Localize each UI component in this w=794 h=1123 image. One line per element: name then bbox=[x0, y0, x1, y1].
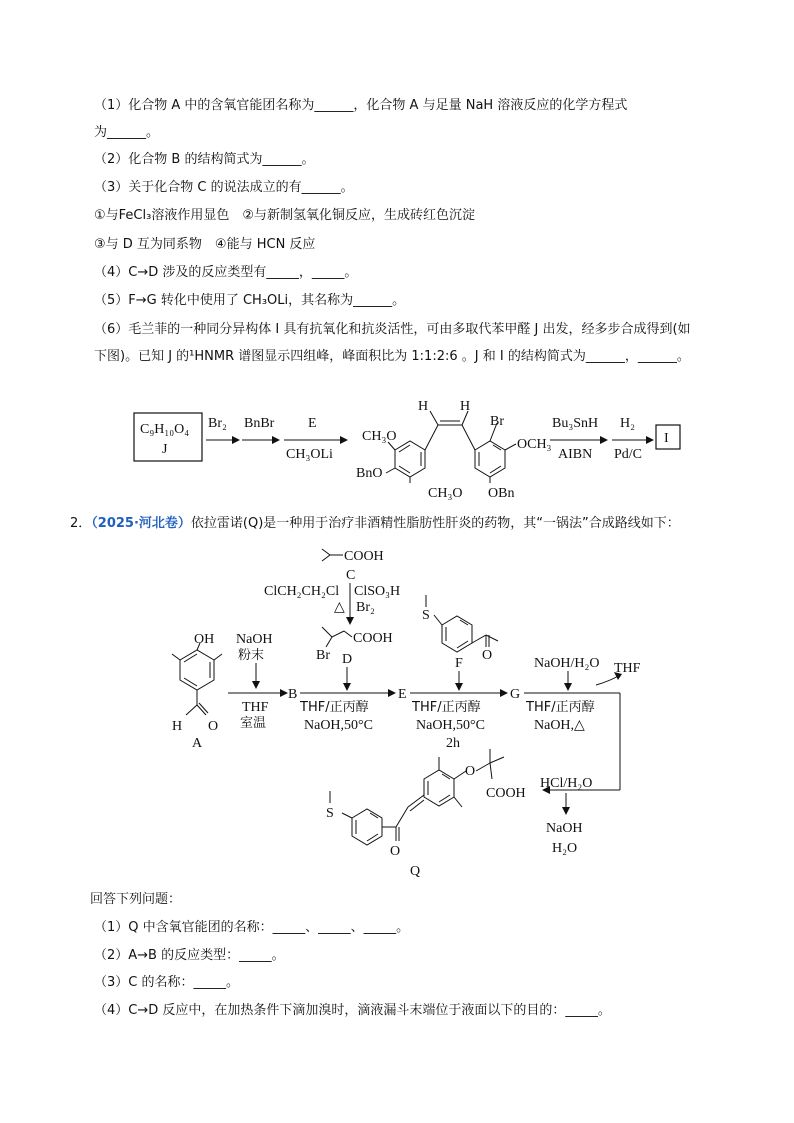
q1-line-5: ①与FeCl₃溶液作用显色 ②与新制氢氧化铜反应，生成砖红色沉淀 bbox=[94, 208, 475, 223]
delta-c-to-d: △ bbox=[334, 600, 345, 615]
compound-f-o: O bbox=[482, 648, 493, 663]
cond-2h: 2h bbox=[446, 736, 460, 751]
q1-line-4: （3）关于化合物 C 的说法成立的有______。 bbox=[94, 180, 354, 195]
cond-thf-1: THF bbox=[242, 700, 269, 715]
reagent-pdc: Pd/C bbox=[614, 447, 643, 462]
compound-e-label: E bbox=[398, 687, 407, 702]
reagent-clso3h: ClSO₃H bbox=[354, 584, 401, 599]
compound-b-label: B bbox=[288, 687, 298, 702]
compound-a-oh: OH bbox=[194, 632, 215, 647]
cond-thf-propanol-2: THF/正丙醇 bbox=[412, 700, 481, 715]
q1-line-3: （2）化合物 B 的结构简式为______。 bbox=[94, 152, 315, 167]
compound-d-br: Br bbox=[316, 648, 330, 663]
q2-prompt: 回答下列问题： bbox=[90, 892, 182, 907]
compound-f-label: F bbox=[455, 656, 463, 671]
reagent-h2o-q: H₂O bbox=[552, 841, 578, 856]
reagent-bu3snh: Bu₃SnH bbox=[552, 416, 599, 431]
sub-och3: OCH₃ bbox=[517, 437, 552, 452]
compound-a-h: H bbox=[172, 719, 183, 734]
compound-c-cooh: COOH bbox=[344, 549, 384, 564]
stilbene-h-right: H bbox=[460, 399, 471, 414]
thf-removed: THF bbox=[614, 661, 641, 676]
compound-j-label: J bbox=[162, 442, 168, 457]
q2-source-tag: （2025·河北卷） bbox=[91, 516, 191, 531]
reagent-naoh-a: NaOH bbox=[236, 632, 273, 647]
cond-naoh-heat: NaOH,△ bbox=[534, 718, 585, 733]
compound-c-label: C bbox=[346, 568, 356, 583]
cond-room-temp: 室温 bbox=[240, 716, 267, 731]
q1-line-8: （5）F→G 转化中使用了 CH₃OLi，其名称为______。 bbox=[94, 293, 406, 308]
reagent-bnbr: BnBr bbox=[244, 416, 275, 431]
compound-q-s: S bbox=[326, 806, 334, 821]
q2-line-2: （2）A→B 的反应类型：_____。 bbox=[94, 948, 285, 963]
q1-line-2: 为______。 bbox=[94, 125, 160, 140]
cond-thf-propanol-3: THF/正丙醇 bbox=[526, 700, 595, 715]
q1-line-7: （4）C→D 涉及的反应类型有_____，_____。 bbox=[94, 265, 358, 280]
compound-i-label: I bbox=[664, 431, 669, 446]
compound-j-box bbox=[134, 413, 202, 461]
q1-line-10: 下图)。已知 J 的¹HNMR 谱图显示四组峰，峰面积比为 1:1:2:6 。J 和 I 的结构简式为______，______。 bbox=[94, 349, 690, 364]
reagent-hcl-h2o: HCl/H₂O bbox=[540, 776, 593, 791]
solvent-dce: ClCH₂CH₂Cl bbox=[264, 584, 340, 599]
q1-line-9: （6）毛兰菲的一种同分异构体 I 具有抗氧化和抗炎活性，可由多取代苯甲醛 J 出发，经多步合成得到(如 bbox=[94, 322, 691, 337]
q2-stem: 依拉雷诺(Q)是一种用于治疗非酒精性脂肪性肝炎的药物，其“一锅法”合成路线如下： bbox=[190, 516, 680, 531]
reagent-naoh-h2o: NaOH/H₂O bbox=[534, 656, 600, 671]
cond-naoh-50-1: NaOH,50°C bbox=[304, 718, 373, 733]
q2-synthesis-scheme bbox=[0, 535, 794, 880]
reagent-naoh-q: NaOH bbox=[546, 821, 583, 836]
sub-obn: OBn bbox=[488, 486, 515, 500]
sub-br: Br bbox=[490, 414, 504, 429]
sub-ch3o-bottom: CH₃O bbox=[428, 486, 463, 500]
compound-a-label: A bbox=[192, 736, 203, 751]
compound-a-o: O bbox=[208, 719, 219, 734]
compound-q-ketone-o: O bbox=[390, 844, 401, 859]
stilbene-h-left: H bbox=[418, 399, 429, 414]
reagent-br2: Br₂ bbox=[208, 416, 227, 431]
q2-line-3: （3）C 的名称：_____。 bbox=[94, 975, 239, 990]
sub-bno: BnO bbox=[356, 466, 383, 481]
q2-header bbox=[70, 515, 680, 533]
q1-line-1: （1）化合物 A 中的含氧官能团名称为______，化合物 A 与足量 NaH 溶液反应的化学方程式 bbox=[94, 98, 628, 113]
reagent-powder: 粉末 bbox=[238, 648, 265, 663]
reagent-ch3oli: CH₃OLi bbox=[286, 447, 333, 462]
compound-g-label: G bbox=[510, 687, 521, 702]
reagent-br2-q2: Br₂ bbox=[356, 600, 375, 615]
sub-ch3o-top: CH₃O bbox=[362, 429, 397, 444]
q2-line-1: （1）Q 中含氧官能团的名称：_____、_____、_____。 bbox=[94, 920, 410, 935]
q1-synthesis-scheme bbox=[0, 395, 794, 500]
compound-f-s: S bbox=[422, 608, 430, 623]
compound-q-label: Q bbox=[410, 864, 421, 879]
q2-number: 2． bbox=[70, 516, 92, 531]
compound-q-ether-o: O bbox=[465, 764, 476, 779]
reagent-e: E bbox=[308, 416, 317, 431]
compound-d-label: D bbox=[342, 652, 353, 667]
q1-line-6: ③与 D 互为同系物 ④能与 HCN 反应 bbox=[94, 237, 316, 252]
reagent-aibn: AIBN bbox=[558, 447, 593, 462]
reagent-h2: H₂ bbox=[620, 416, 635, 431]
cond-thf-propanol-1: THF/正丙醇 bbox=[300, 700, 369, 715]
q2-line-4: （4）C→D 反应中，在加热条件下滴加溴时，滴液漏斗末端位于液面以下的目的：_____。 bbox=[94, 1003, 611, 1018]
compound-d-cooh: COOH bbox=[353, 631, 393, 646]
compound-q-cooh: COOH bbox=[486, 786, 526, 801]
compound-j-formula: C₉H₁₀O₄ bbox=[140, 422, 190, 437]
cond-naoh-50-2: NaOH,50°C bbox=[416, 718, 485, 733]
